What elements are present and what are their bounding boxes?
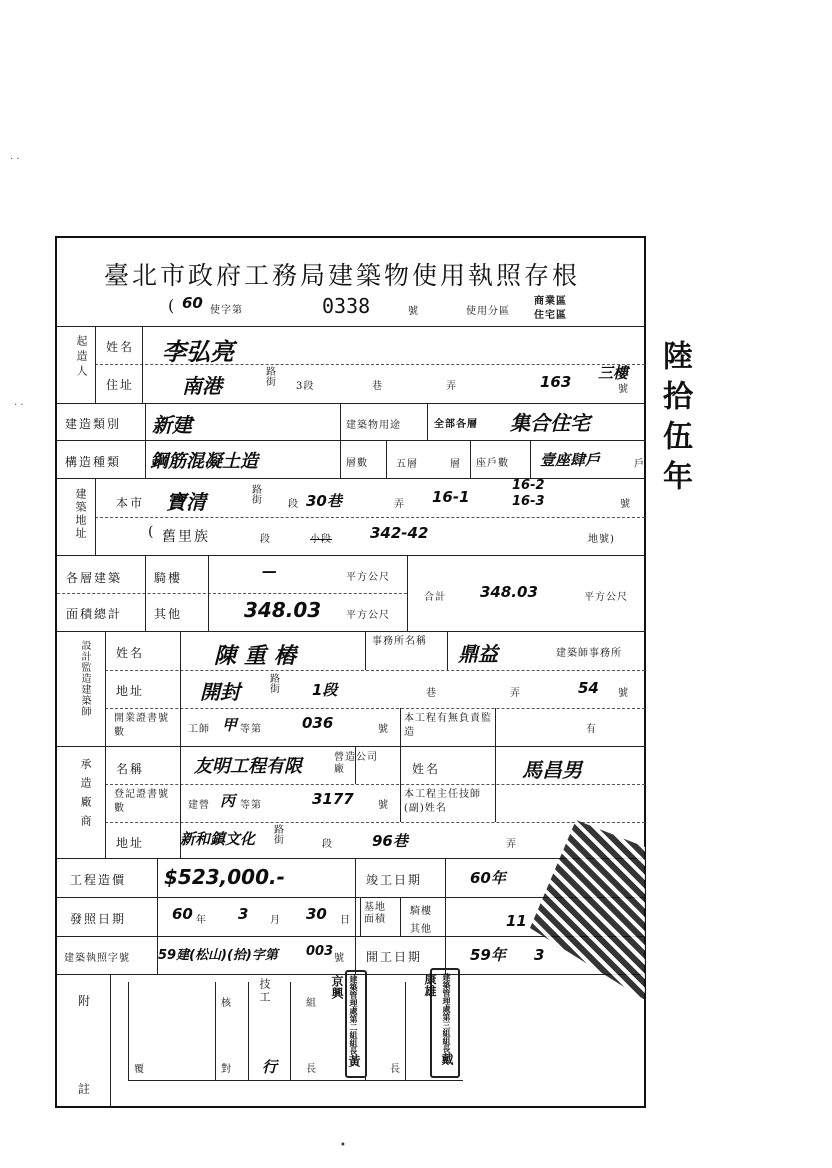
units-unit: 戶 — [634, 459, 645, 470]
designer-firm-suffix: 建築師事務所 — [556, 648, 622, 659]
designer-supervise-label: 本工程有無負責監造 — [404, 713, 492, 738]
contractor-person-label: 姓名 — [412, 762, 441, 776]
start-value: 59年 — [470, 946, 506, 964]
base-cat-1: 騎樓 — [410, 906, 432, 917]
site-road-suffix: 路街 — [252, 485, 263, 506]
contractor-reg-hao: 號 — [378, 800, 389, 811]
contractor-section-label: 承造廠商 — [79, 758, 92, 834]
issue-month-unit: 月 — [270, 915, 281, 926]
contractor-road-suffix: 路街 — [274, 825, 285, 846]
lot-prefix: ( — [148, 524, 154, 540]
area-cat-2-value: 348.03 — [244, 598, 322, 622]
applicant-section-label: 起造人 — [75, 335, 88, 380]
designer-firm-value: 鼎益 — [458, 642, 498, 666]
units-value: 壹座肆戶 — [540, 451, 601, 469]
base-value: 11 — [506, 912, 527, 930]
permit-word: 使字第 — [210, 305, 243, 316]
designer-supervise-value: 有 — [586, 724, 597, 735]
site-hao: 號 — [620, 499, 631, 510]
site-section-label: 建築地址 — [74, 488, 87, 540]
applicant-name-value: 李弘亮 — [162, 338, 234, 366]
stamp-2-name: 戴康雄 — [423, 973, 454, 1065]
contractor-person-value: 馬昌男 — [522, 758, 582, 782]
speckle-3: • — [340, 1140, 346, 1151]
designer-addr-section: 1段 — [312, 681, 338, 699]
permit-ref-hao: 號 — [334, 953, 345, 964]
floors-value: 五層 — [396, 459, 418, 470]
issue-year-unit: 年 — [196, 915, 207, 926]
applicant-addr-floor: 三樓 — [598, 364, 629, 382]
site-no-1: 16-1 — [432, 488, 470, 506]
use-value: 集合住宅 — [510, 411, 590, 435]
applicant-addr-hao: 號 — [618, 384, 629, 395]
designer-firm-label: 事務所名稱 — [372, 636, 427, 647]
permit-number: 0338 — [322, 294, 371, 318]
start-extra: 3 — [534, 946, 545, 964]
approval-stamp-2 — [423, 968, 460, 1078]
lot-district: 舊里族 — [162, 529, 210, 545]
stamp-2-title: 建築管理處第三組組長 — [442, 973, 452, 1053]
category-label: 建造類別 — [65, 417, 122, 431]
area-label-1: 各層建築 — [66, 571, 123, 585]
contractor-addr-value: 新和鎮文化 — [180, 830, 256, 848]
speckle-1: · · — [10, 154, 20, 165]
contractor-reg-label: 登記證書號數 — [114, 789, 169, 814]
structure-value: 鋼筋混凝土造 — [150, 451, 258, 472]
remarks-col-4: 技工 — [258, 978, 271, 1004]
site-no-2: 16-2 — [512, 478, 545, 493]
area-cat-1: 騎樓 — [154, 571, 183, 585]
area-total-label: 合計 — [424, 592, 446, 603]
lot-section: 段 — [260, 534, 271, 545]
designer-name-label: 姓名 — [116, 646, 145, 660]
designer-addr-hao: 號 — [618, 688, 629, 699]
remarks-label-1: 附 — [78, 994, 93, 1008]
floors-unit: 層 — [450, 459, 461, 470]
category-value: 新建 — [152, 413, 192, 437]
issue-label: 發照日期 — [70, 912, 127, 926]
units-label: 座戶數 — [476, 458, 509, 469]
contractor-reg-prefix: 建營 — [188, 800, 210, 811]
site-alley-label: 弄 — [394, 499, 405, 510]
zone-value-2: 住宅區 — [534, 310, 567, 321]
issue-day: 30 — [306, 905, 327, 923]
site-city: 本市 — [116, 496, 145, 510]
designer-addr-lane: 巷 — [426, 688, 437, 699]
applicant-addr-alley: 弄 — [446, 381, 457, 392]
designer-road-suffix: 路街 — [270, 674, 281, 695]
permit-ref-no: 003 — [306, 944, 334, 959]
permit-hao: 號 — [408, 306, 419, 317]
permit-ref-label: 建築執照字號 — [64, 953, 130, 964]
applicant-road-suffix: 路街 — [266, 367, 277, 388]
remarks-col-5: 行 — [262, 1058, 278, 1076]
contractor-reg-no: 3177 — [312, 790, 354, 808]
contractor-reg-grade-suffix: 等第 — [240, 800, 262, 811]
contractor-addr-alley: 弄 — [506, 839, 517, 850]
site-no-3: 16-3 — [512, 494, 545, 509]
applicant-name-label: 姓名 — [106, 340, 135, 354]
use-floors: 全部各層 — [434, 419, 478, 430]
remarks-col-3: 對 — [221, 1064, 232, 1075]
applicant-addr-lane: 巷 — [372, 381, 383, 392]
lot-sub: 小段 — [310, 534, 332, 545]
approval-stamp-1 — [330, 970, 367, 1078]
issue-month: 3 — [238, 905, 249, 923]
cost-value: $523,000.- — [164, 865, 285, 889]
permit-ref-value: 59建(松山)(拾)字第 — [158, 948, 278, 963]
contractor-addr-lane: 96巷 — [372, 832, 408, 850]
site-section: 段 — [288, 499, 299, 510]
contractor-addr-label: 地址 — [116, 836, 145, 850]
area-unit-1: 平方公尺 — [346, 572, 390, 583]
designer-addr-no: 54 — [578, 679, 599, 697]
designer-license-hao: 號 — [378, 724, 389, 735]
applicant-addr-road: 南港 — [182, 374, 222, 398]
lot-no: 342-42 — [370, 524, 429, 542]
remarks-col-1: 覆 — [134, 1064, 145, 1075]
structure-label: 構造種類 — [65, 455, 122, 469]
permit-year-open: ( — [168, 296, 175, 315]
start-label: 開工日期 — [366, 950, 423, 964]
designer-addr-label: 地址 — [116, 684, 145, 698]
designer-addr-road: 開封 — [200, 680, 240, 704]
zone-value-1: 商業區 — [534, 296, 567, 307]
contractor-name-label: 名稱 — [116, 762, 145, 776]
area-unit-2: 平方公尺 — [346, 610, 390, 621]
applicant-addr-label: 住址 — [106, 378, 135, 392]
permit-year: 60 — [182, 294, 203, 312]
remarks-col-6: 組 — [306, 998, 317, 1009]
complete-label: 竣工日期 — [366, 873, 423, 887]
remarks-col-8: 長 — [390, 1064, 401, 1075]
stamp-1-title: 建築管理處第二組組長 — [349, 975, 359, 1055]
designer-addr-alley: 弄 — [510, 688, 521, 699]
cost-label: 工程造價 — [70, 873, 127, 887]
area-total-value: 348.03 — [480, 583, 538, 601]
complete-value: 60年 — [470, 869, 506, 887]
designer-license-grade: 甲 — [222, 716, 238, 734]
applicant-addr-section: 3段 — [296, 381, 315, 392]
contractor-tech-label: 本工程主任技師(副)姓名 — [404, 789, 481, 814]
remarks-col-7: 長 — [306, 1064, 317, 1075]
base-label: 基地面積 — [364, 902, 386, 925]
speckle-2: · · — [14, 400, 24, 411]
contractor-addr-section: 段 — [322, 839, 333, 850]
designer-license-no: 036 — [302, 714, 334, 732]
remarks-col-2: 核 — [221, 998, 232, 1009]
area-cat-1-value: — — [262, 562, 277, 580]
site-lane: 30巷 — [306, 492, 342, 510]
area-unit-3: 平方公尺 — [584, 592, 628, 603]
designer-name-value: 陳重樁 — [214, 644, 305, 669]
designer-license-label: 開業證書號數 — [114, 713, 169, 738]
area-cat-2: 其他 — [154, 607, 183, 621]
applicant-addr-no: 163 — [540, 373, 572, 391]
contractor-name-value: 友明工程有限 — [194, 756, 302, 777]
contractor-name-suffix: 營造公司廠 — [334, 752, 378, 775]
designer-license-prefix: 工師 — [188, 724, 210, 735]
designer-section-label: 設計監造建築師 — [79, 640, 90, 717]
issue-year: 60 — [172, 905, 193, 923]
contractor-reg-grade: 丙 — [220, 792, 236, 810]
remarks-label-2: 註 — [78, 1082, 93, 1096]
zone-label: 使用分區 — [466, 306, 510, 317]
area-label-2: 面積總計 — [66, 607, 123, 621]
base-cat-2: 其他 — [410, 924, 432, 935]
issue-day-unit: 日 — [340, 915, 351, 926]
floors-label: 層數 — [346, 458, 368, 469]
stamp-1-name: 黃京興 — [330, 975, 361, 1067]
lot-suffix: 地號) — [588, 534, 615, 545]
use-label: 建築物用途 — [346, 420, 401, 431]
site-road: 寶清 — [166, 490, 206, 514]
side-marks: 陸拾伍年 — [657, 340, 692, 500]
designer-license-grade-suffix: 等第 — [240, 724, 262, 735]
document-title: 臺北市政府工務局建築物使用執照存根 — [104, 261, 581, 290]
